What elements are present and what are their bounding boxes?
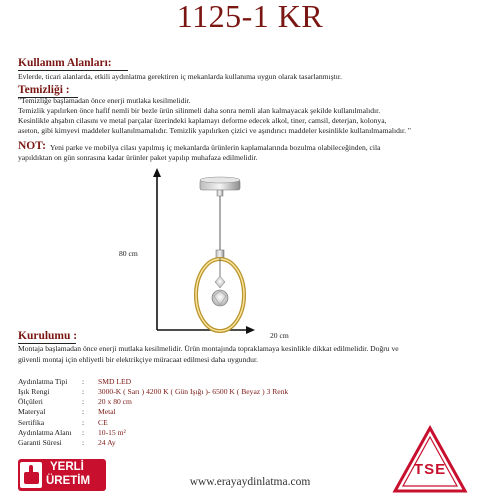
spec-key: Aydınlatma Alanı — [18, 428, 72, 437]
spec-key: Aydınlatma Tipi — [18, 377, 68, 386]
spec-separator: : — [82, 428, 85, 437]
spec-separator: : — [82, 397, 85, 406]
height-arrow — [153, 168, 161, 330]
spec-key: Materyal — [18, 407, 46, 416]
cleaning-heading: Temizliği : — [18, 84, 70, 96]
note-line: yapıldıktan on gün sonrasına kadar ürünler paket yapılıp muhafaza edilmelidir. — [18, 153, 258, 162]
usage-text: Evlerde, ticari alanlarda, etkili aydınlatma gerektiren iç mekanlarda kullanıma uygun olarak tasarlanmıştır. — [18, 72, 342, 81]
spec-value: 20 x 80 cm — [98, 397, 132, 406]
installation-line: Montaja başlamadan önce enerji mutlaka kesilmelidir. Ürün montajında topraklamaya kesinlikle dikkat edilmelidir. Doğru ve — [18, 344, 399, 353]
spec-value: 10-15 m² — [98, 428, 126, 437]
spec-key: Işık Rengi — [18, 387, 50, 396]
installation-line: güvenli montaj için ehliyetli bir elektrikçiye müracaat edilmesi daha uygundur. — [18, 355, 258, 364]
spec-value: 3000-K ( Sarı ) 4200 K ( Gün Işığı )- 6500 K ( Beyaz ) 3 Renk — [98, 387, 289, 396]
installation-heading: Kurulumu : — [18, 330, 78, 342]
product-title: 1125-1 KR — [176, 0, 324, 34]
pendant-connector — [216, 250, 224, 258]
spec-separator: : — [82, 407, 85, 416]
badge-line-2: ÜRETİM — [46, 475, 91, 487]
spec-separator: : — [82, 377, 85, 386]
spec-value: Metal — [98, 407, 116, 416]
website-url: www.erayaydinlatma.com — [189, 476, 311, 488]
spec-value: CE — [98, 418, 108, 427]
spec-key: Ölçüleri — [18, 397, 43, 406]
width-label: 20 cm — [270, 331, 289, 340]
spec-value: SMD LED — [98, 377, 132, 386]
usage-underline — [18, 70, 128, 71]
note-line: Yeni parke ve mobilya cilası yapılmış iç mekanlarda ürünlerin kaplamalarında bozulma olabileceğinden, cila — [50, 143, 381, 152]
usage-heading: Kullanım Alanları: — [18, 57, 112, 69]
badge-line-1: YERLİ — [50, 461, 84, 473]
spec-separator: : — [82, 418, 85, 427]
spec-value: 24 Ay — [98, 438, 116, 447]
cleaning-line: "Temizliğe başlamadan önce enerji mutlaka kesilmelidir. — [18, 96, 191, 105]
height-label: 80 cm — [119, 249, 138, 258]
note-label: NOT: — [18, 140, 46, 152]
tse-text: TSE — [413, 461, 447, 478]
product-dimension-figure — [120, 160, 380, 340]
spec-separator: : — [82, 438, 85, 447]
crystal-ornament — [212, 258, 228, 306]
width-arrow — [157, 326, 255, 334]
spec-key: Sertifika — [18, 418, 45, 427]
ceiling-canopy — [200, 177, 240, 196]
cleaning-line: Temizlik yapılırken önce hafif nemli bir bezle ürün silinmeli daha sonra nemli alan kalmayacak şekilde kullanılmalıdır. — [18, 106, 381, 115]
cleaning-line: Kesinlikle ahşabın cilasını ve metal parçalar üzerindeki kaplamayı deforme edecek alkol, tiner, camsil, deterjan, kolonya, — [18, 116, 387, 125]
spec-key: Garanti Süresi — [18, 438, 62, 447]
cleaning-line: aseton, gibi kimyevi maddeler kullanılmamalıdır. Temizlik yapılırken çizici ve aşındırıcı maddeler kesinlikle kullanılmamalıdır. " — [18, 126, 411, 135]
spec-separator: : — [82, 387, 85, 396]
